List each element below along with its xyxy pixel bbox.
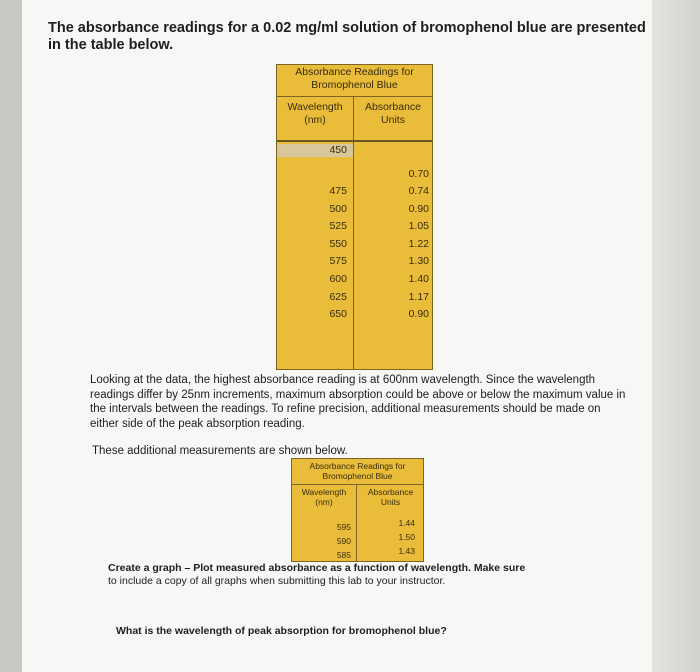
wavelength-header (277, 101, 353, 127)
first-absorbance-value: 0.70 (408, 168, 429, 180)
table2-absorbance-header-line1: Absorbance (367, 487, 414, 497)
table2-wavelength-header (292, 487, 356, 507)
absorbance-table (276, 64, 433, 370)
additional-absorbance-table (291, 458, 424, 562)
wavelength-cell: 625 (329, 290, 347, 303)
absorbance-cell: 0.90 (408, 308, 429, 321)
absorbance-header-line1: Absorbance (364, 101, 422, 113)
table2-caption-divider (292, 484, 423, 485)
absorbance-cell: 1.05 (408, 220, 429, 233)
absorbance-cell: 0.74 (408, 185, 429, 197)
absorbance-cell: 1.40 (408, 273, 429, 285)
table2-wavelength-cell: 595 (336, 522, 351, 532)
wavelength-cell: 550 (329, 237, 347, 250)
table-caption (277, 66, 432, 92)
analysis-paragraph: Looking at the data, the highest absorbance reading is at 600nm wavelength. Since the wavelength readings differ by 25nm increments, maximum absorption could be above or below the maximum value in the intervals between the readings. To refine precision, additional measurements should be made on either side of the peak absorption reading. (90, 374, 626, 430)
wavelength-cell: 650 (329, 308, 347, 321)
absorbance-header-line2: Units (381, 114, 405, 126)
wavelength-cell: 500 (329, 202, 347, 215)
peak-question: What is the wavelength of peak absorption for bromophenol blue? (116, 625, 447, 637)
table-column-divider (353, 97, 354, 370)
left-background-strip (0, 0, 22, 672)
table2-absorbance-cell: 1.44 (398, 518, 415, 528)
absorbance-cell: 1.22 (408, 237, 429, 250)
table2-caption (292, 461, 423, 481)
absorbance-cell: 1.30 (408, 255, 429, 268)
table-caption-line1: Absorbance Readings for (295, 66, 414, 78)
graph-instructions (108, 562, 628, 587)
table-caption-divider (277, 96, 432, 97)
wavelength-cell: 525 (329, 220, 347, 233)
wavelength-header-line1: Wavelength (287, 101, 343, 113)
table2-caption-line2: Bromophenol Blue (322, 471, 393, 481)
absorbance-cell: 1.17 (408, 290, 429, 303)
instruction-line2: to include a copy of all graphs when submitting this lab to your instructor. (108, 574, 446, 587)
wavelength-cell: 600 (329, 273, 347, 285)
wavelength-cell: 475 (329, 185, 347, 197)
table2-absorbance-header-line2: Units (380, 497, 401, 507)
first-wavelength-value: 450 (329, 144, 347, 156)
table2-absorbance-cell: 1.43 (398, 546, 415, 556)
wavelength-header-line2: (nm) (304, 114, 326, 126)
table-caption-line2: Bromophenol Blue (311, 79, 398, 91)
table2-absorbance-header (357, 487, 424, 507)
table-header-divider (277, 140, 432, 142)
table2-caption-line1: Absorbance Readings for (309, 461, 406, 471)
absorbance-cell: 0.90 (408, 202, 429, 215)
wavelength-cell: 575 (329, 255, 347, 268)
table2-wavelength-cell: 585 (336, 550, 351, 560)
table2-wavelength-header-line2: (nm) (315, 497, 333, 507)
page-heading: The absorbance readings for a 0.02 mg/ml solution of bromophenol blue are presented in the table below. (48, 20, 646, 53)
absorbance-header (354, 101, 432, 127)
table2-absorbance-cell: 1.50 (398, 532, 415, 542)
right-background-strip (652, 0, 700, 672)
instruction-line1: Create a graph – Plot measured absorbance as a function of wavelength. Make sure (108, 562, 526, 574)
additional-measurements-intro: These additional measurements are shown below. (92, 445, 348, 457)
table2-wavelength-header-line1: Wavelength (301, 487, 347, 497)
table2-wavelength-cell: 590 (336, 536, 351, 546)
